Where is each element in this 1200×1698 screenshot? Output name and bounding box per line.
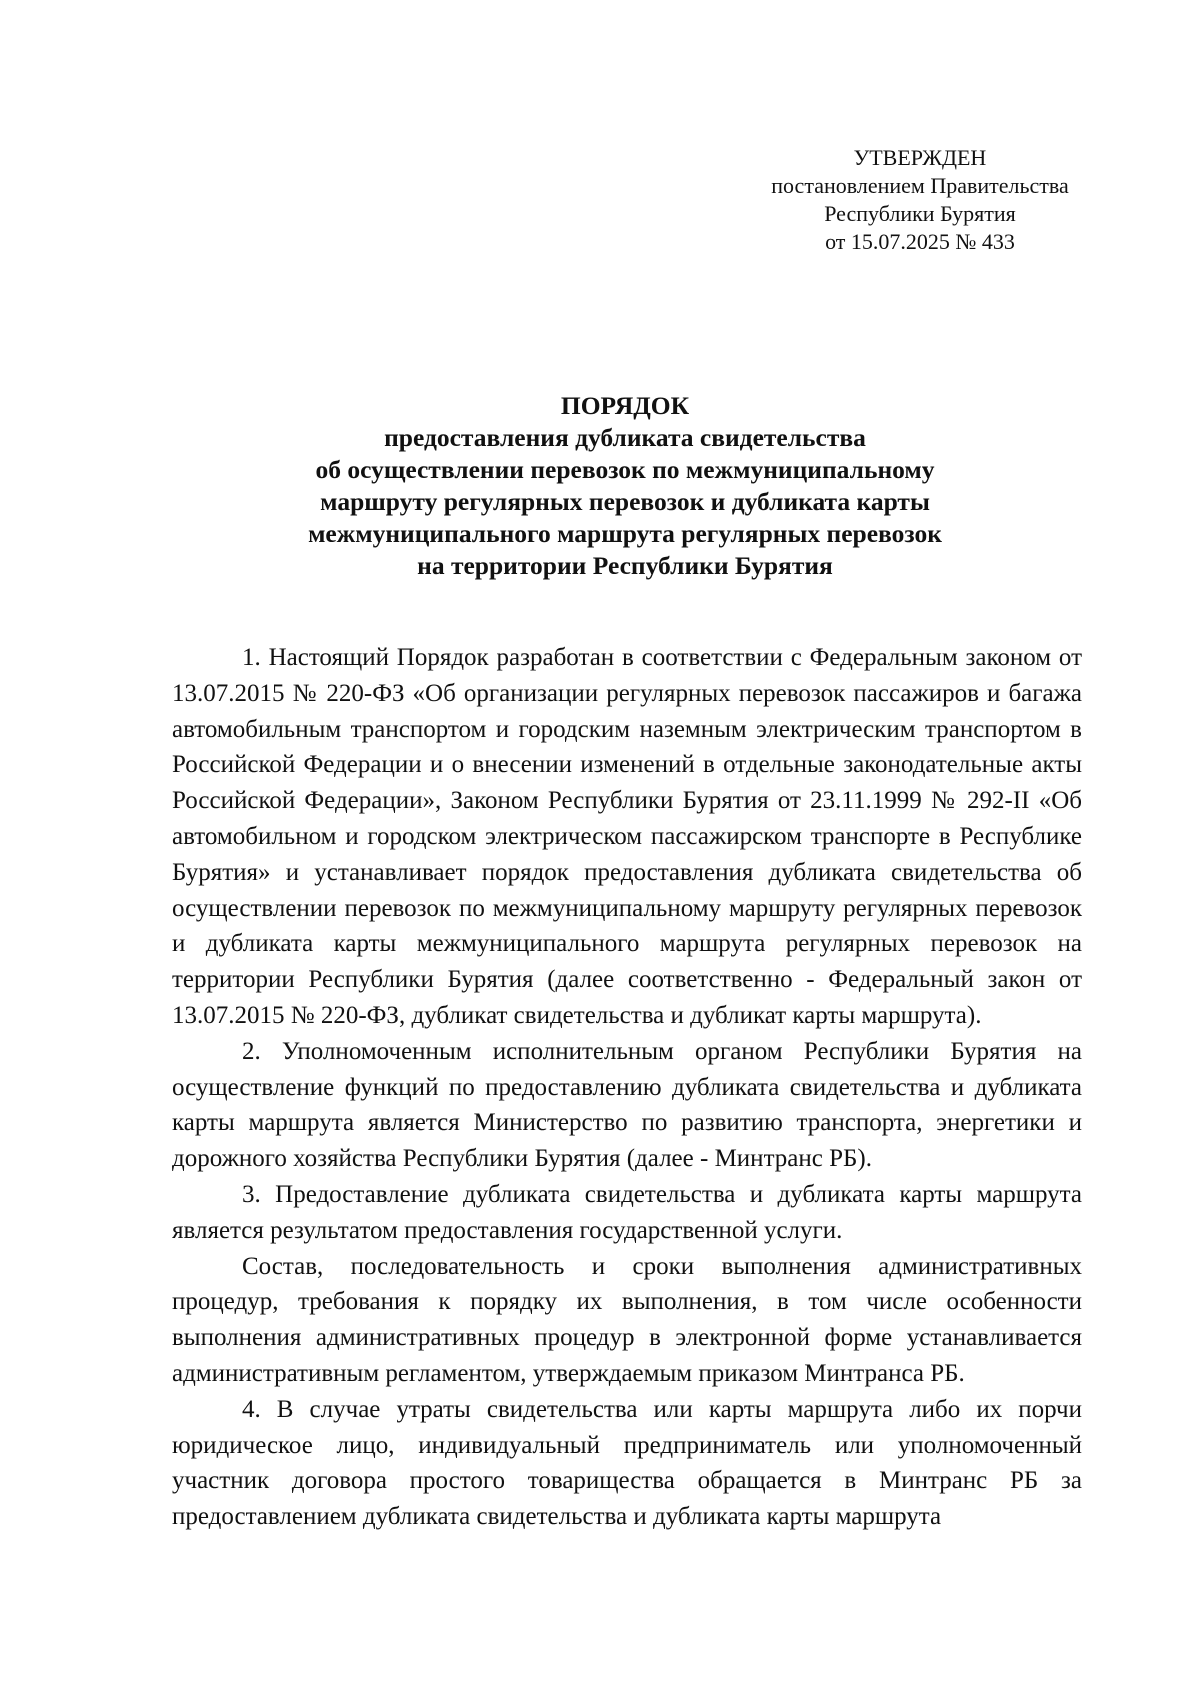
title-line: межмуниципального маршрута регулярных перевозок <box>308 519 942 548</box>
title-heading: ПОРЯДОК <box>560 391 690 420</box>
paragraph-3-continued: Состав, последовательность и сроки выполнения административных процедур, требования к порядку их выполнения, в том числе особенности выполнения административных процедур в электронной форме устанавливается административным регламентом, утверждаемым приказом Минтранса РБ. <box>172 1252 1082 1387</box>
title-line: на территории Республики Бурятия <box>417 551 833 580</box>
paragraph-3: 3. Предоставление дубликата свидетельства и дубликата карты маршрута является результатом предоставления государственной услуги. <box>172 1180 1082 1244</box>
approval-line: постановлением Правительства <box>771 173 1069 198</box>
approval-line: УТВЕРЖДЕН <box>853 145 987 170</box>
approval-line: Республики Бурятия <box>824 201 1016 226</box>
approval-stamp <box>760 144 1080 256</box>
approval-date: от 15.07.2025 № 433 <box>825 229 1015 254</box>
title-line: об осуществлении перевозок по межмуниципальному <box>315 455 935 484</box>
document-body <box>172 640 1082 1535</box>
document-title <box>170 390 1080 582</box>
paragraph-2: 2. Уполномоченным исполнительным органом Республики Бурятия на осуществление функций по предоставлению дубликата свидетельства и дубликата карты маршрута является Министерство по развитию транспорта, энергетики и дорожного хозяйства Республики Бурятия (далее - Минтранс РБ). <box>172 1037 1082 1173</box>
paragraph-1: 1. Настоящий Порядок разработан в соответствии с Федеральным законом от 13.07.2015 № 220-ФЗ «Об организации регулярных перевозок пассажиров и багажа автомобильным транспортом и городским наземным электрическим транспортом в Российской Федерации и о внесении изменений в отдельные законодательные акты Российской Федерации», Законом Республики Бурятия от 23.11.1999 № 292-II «Об автомобильном и городском электрическом пассажирском транспорте в Республике Бурятия» и устанавливает порядок предоставления дубликата свидетельства об осуществлении перевозок по межмуниципальному маршруту регулярных перевозок и дубликата карты межмуниципального маршрута регулярных перевозок на территории Республики Бурятия (далее соответственно - Федеральный закон от 13.07.2015 № 220-ФЗ, дубликат свидетельства и дубликат карты маршрута). <box>172 644 1082 1029</box>
paragraph-4: 4. В случае утраты свидетельства или карты маршрута либо их порчи юридическое лицо, индивидуальный предприниматель или уполномоченный участник договора простого товарищества обращается в Минтранс РБ за предоставлением дубликата свидетельства и дубликата карты маршрута <box>172 1395 1082 1531</box>
title-line: маршруту регулярных перевозок и дубликата карты <box>320 487 930 516</box>
title-line: предоставления дубликата свидетельства <box>384 423 866 452</box>
